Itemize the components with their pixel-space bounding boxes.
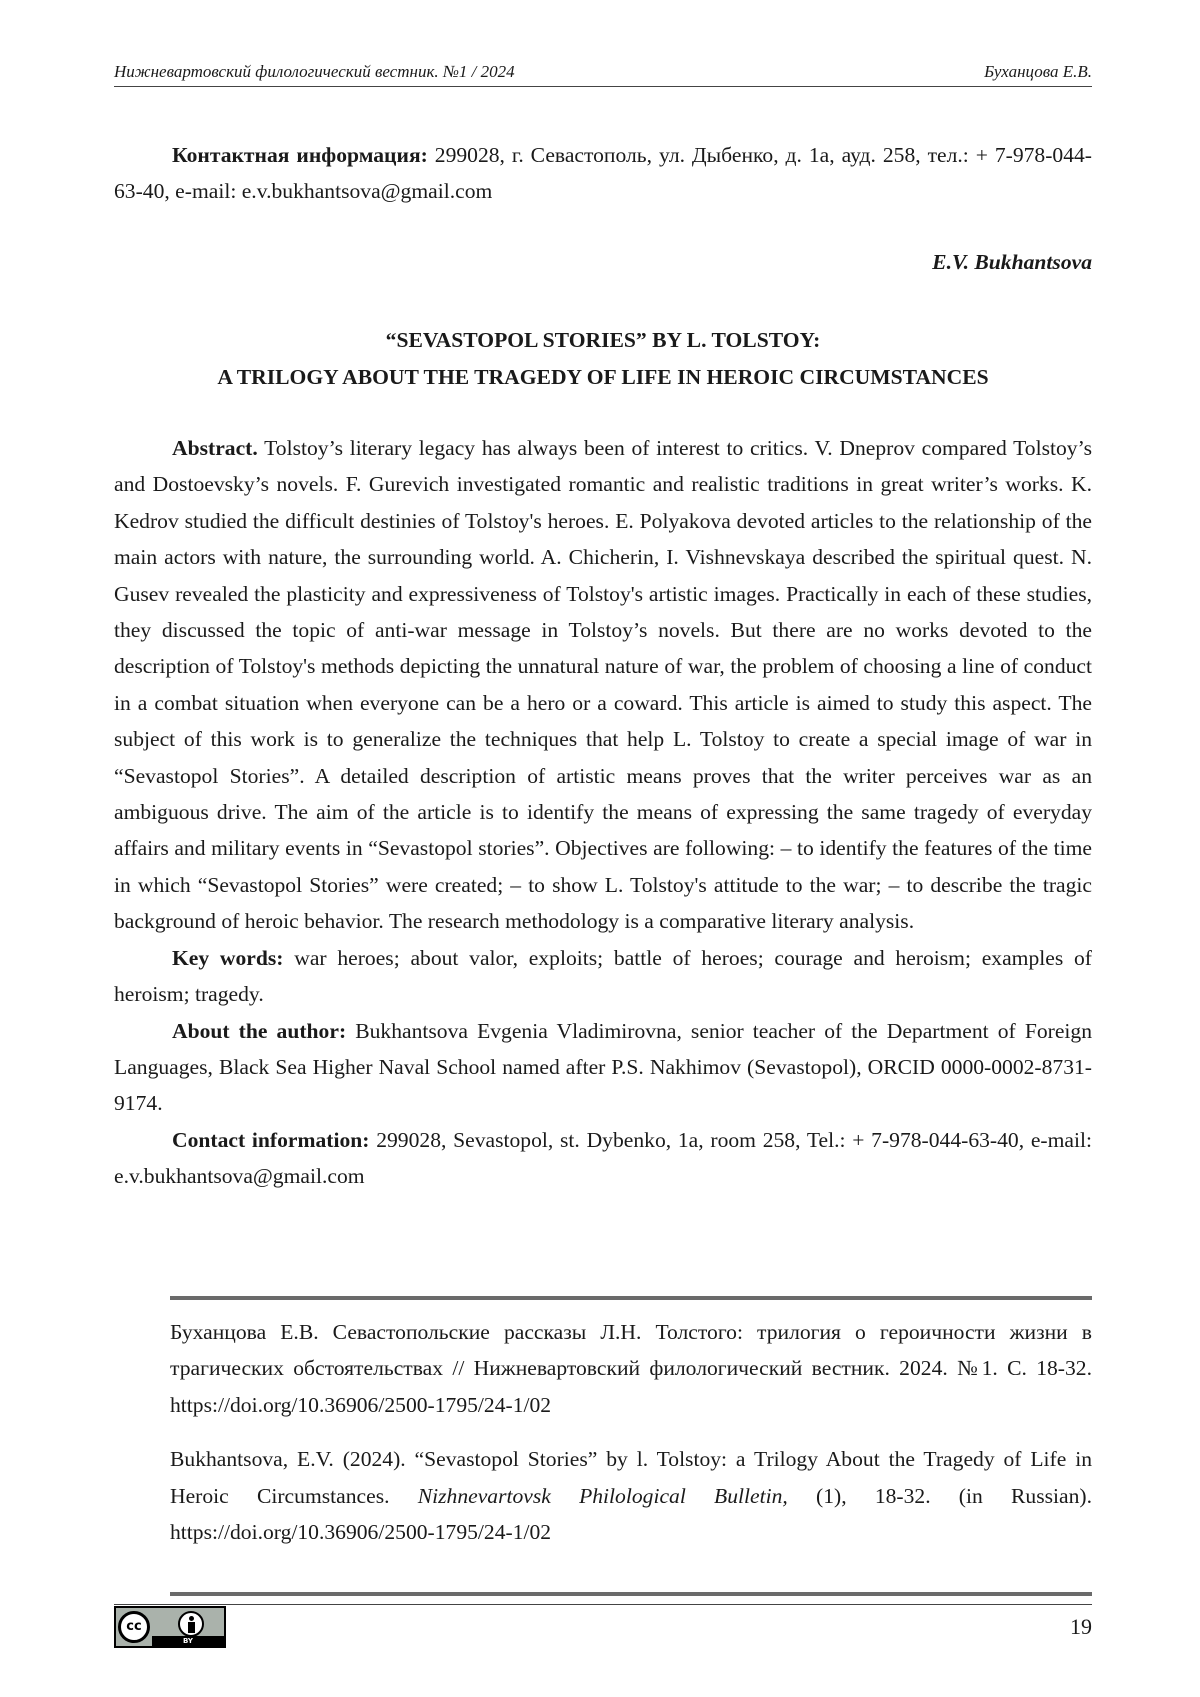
author-name-en: E.V. Bukhantsova — [932, 250, 1092, 274]
about-author-label: About the author: — [172, 1018, 347, 1043]
header-author: Буханцова Е.В. — [984, 62, 1092, 81]
citation-en-journal: Nizhnevartovsk Philological Bulletin, — [417, 1483, 788, 1508]
abstract-section — [114, 430, 1092, 1195]
title-line-1: “SEVASTOPOL STORIES” BY L. TOLSTOY: — [385, 328, 821, 352]
article-title-en — [114, 322, 1092, 396]
contact-en-text: 299028, Sevastopol, st. Dybenko, 1a, room 258, Tel.: + 7-978-044-63-40, e-mail: e.v.bukhantsova@gmail.com — [114, 1127, 1092, 1189]
citation-ru: Буханцова Е.В. Севастопольские рассказы Л.Н. Толстого: трилогия о героичности жизни в трагических обстоятельствах // Нижневартовский филологический вестник. 2024. №1. С. 18-32. https://doi.org/10.36906/2500-1795/24-1/02 — [170, 1320, 1092, 1417]
abstract-paragraph — [114, 430, 1092, 940]
contact-ru-label: Контактная информация: — [172, 143, 428, 167]
cc-by-license-badge[interactable] — [114, 1606, 226, 1648]
citation-box — [170, 1296, 1092, 1596]
abstract-text: Tolstoy’s literary legacy has always been of interest to critics. V. Dneprov compared Tolstoy’s and Dostoevsky’s novels. F. Gurevich investigated romantic and realistic traditions in great writer’s works. K. Kedrov studied the difficult destinies of Tolstoy's heroes. E. Polyakova devoted articles to the relationship of the main actors with nature, the surrounding world. A. Chicherin, I. Vishnevskaya described the spiritual quest. N. Gusev revealed the plasticity and expressiveness of Tolstoy's artistic images. Practically in each of these studies, they discussed the topic of anti-war message in Tolstoy’s novels. But there are no works devoted to the description of Tolstoy's methods depicting the unnatural nature of war, the problem of choosing a line of conduct in a combat situation when everyone can be a hero or a coward. This article is aimed to study this aspect. The subject of this work is to generalize the techniques that help L. Tolstoy to create a special image of war in “Sevastopol Stories”. A detailed description of artistic means proves that the writer perceives war as an ambiguous drive. The aim of the article is to identify the means of expressing the same tragedy of everyday affairs and military events in “Sevastopol stories”. Objectives are following: – to identify the features of the time in which “Sevastopol Stories” were created; – to show L. Tolstoy's attitude to the war; – to describe the tragic background of heroic behavior. The research methodology is a comparative literary analysis. — [114, 436, 1092, 934]
keywords-text: war heroes; about valor, exploits; battle of heroes; courage and heroism; examples of heroism; tragedy. — [114, 945, 1092, 1007]
keywords-paragraph — [114, 940, 1092, 1013]
about-author-paragraph — [114, 1013, 1092, 1122]
abstract-label: Abstract. — [172, 436, 258, 460]
footer-rule — [114, 1604, 1092, 1605]
citation-en-main: Bukhantsova, E.V. (2024). “Sevastopol Stories” by l. Tolstoy: a Trilogy About the Tragedy of Life in Heroic Circumstances. — [170, 1447, 1092, 1508]
contact-ru-text: 299028, г. Севастополь, ул. Дыбенко, д. 1а, ауд. 258, тел.: + 7-978-044-63-40, e-mail: e.v.bukhantsova@gmail.com — [114, 143, 1092, 204]
contact-en-label: Contact information: — [172, 1127, 370, 1152]
title-line-2: A TRILOGY ABOUT THE TRAGEDY OF LIFE IN HEROIC CIRCUMSTANCES — [217, 365, 989, 389]
contact-en-paragraph — [114, 1122, 1092, 1195]
citation-en — [170, 1441, 1092, 1550]
page-number: 19 — [1070, 1614, 1092, 1639]
keywords-label: Key words: — [172, 945, 284, 970]
journal-title: Нижневартовский филологический вестник. №1 / 2024 — [114, 62, 515, 81]
attribution-person-icon — [178, 1611, 204, 1637]
about-author-text: Bukhantsova Evgenia Vladimirovna, senior teacher of the Department of Foreign Languages, Black Sea Higher Naval School named after P.S. Nakhimov (Sevastopol), ORCID 0000-0002-8731-9174. — [114, 1018, 1092, 1116]
contact-info-ru — [114, 137, 1092, 210]
license-by-label: BY — [152, 1636, 224, 1646]
citation-en-tail: (1), 18-32. (in Russian). https://doi.org/10.36906/2500-1795/24-1/02 — [170, 1483, 1092, 1545]
creative-commons-icon: cc — [118, 1611, 150, 1643]
running-header — [114, 60, 1092, 87]
